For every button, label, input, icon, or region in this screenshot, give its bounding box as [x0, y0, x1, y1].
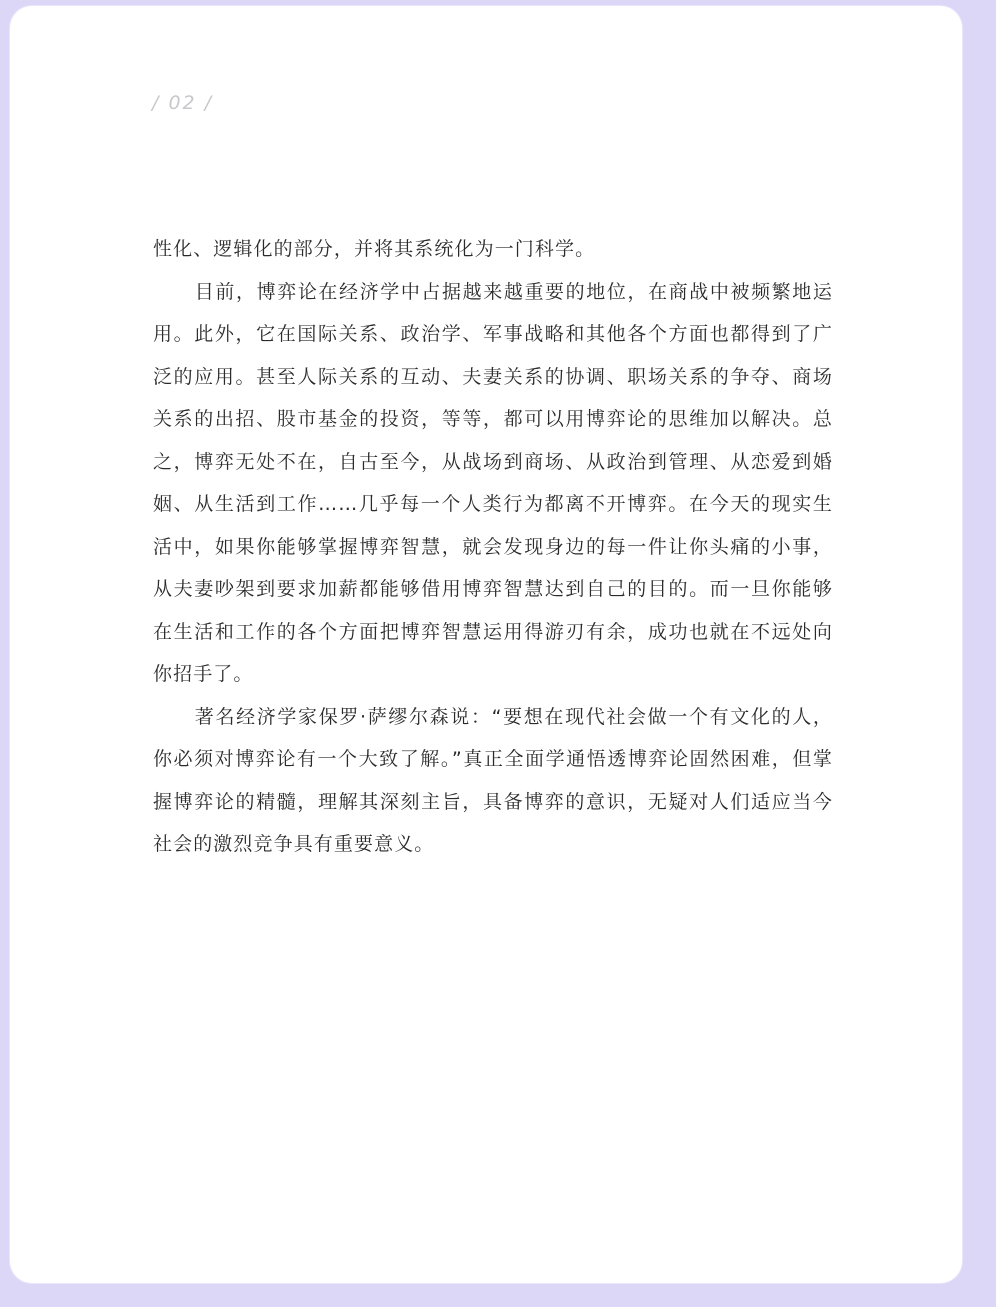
- page-number: / 02 /: [152, 92, 214, 114]
- body-text: [153, 228, 833, 866]
- paragraph-2: 目前，博弈论在经济学中占据越来越重要的地位，在商战中被频繁地运用。此外，它在国际关系、政治学、军事战略和其他各个方面也都得到了广泛的应用。甚至人际关系的互动、夫妻关系的协调、职场关系的争夺、商场关系的出招、股市基金的投资，等等，都可以用博弈论的思维加以解决。总之，博弈无处不在，自古至今，从战场到商场、从政治到管理、从恋爱到婚姻、从生活到工作……几乎每一个人类行为都离不开博弈。在今天的现实生活中，如果你能够掌握博弈智慧，就会发现身边的每一件让你头痛的小事，从夫妻吵架到要求加薪都能够借用博弈智慧达到自己的目的。而一旦你能够在生活和工作的各个方面把博弈智慧运用得游刃有余，成功也就在不远处向你招手了。: [153, 280, 833, 685]
- paragraph-1: 性化、逻辑化的部分，并将其系统化为一门科学。: [153, 238, 596, 260]
- book-page: [10, 6, 962, 1283]
- paragraph-3: 著名经济学家保罗·萨缪尔森说：“要想在现代社会做一个有文化的人，你必须对博弈论有一个大致了解。”真正全面学通悟透博弈论固然困难，但掌握博弈论的精髓，理解其深刻主旨，具备博弈的意识，无疑对人们适应当今社会的激烈竞争具有重要意义。: [153, 705, 833, 855]
